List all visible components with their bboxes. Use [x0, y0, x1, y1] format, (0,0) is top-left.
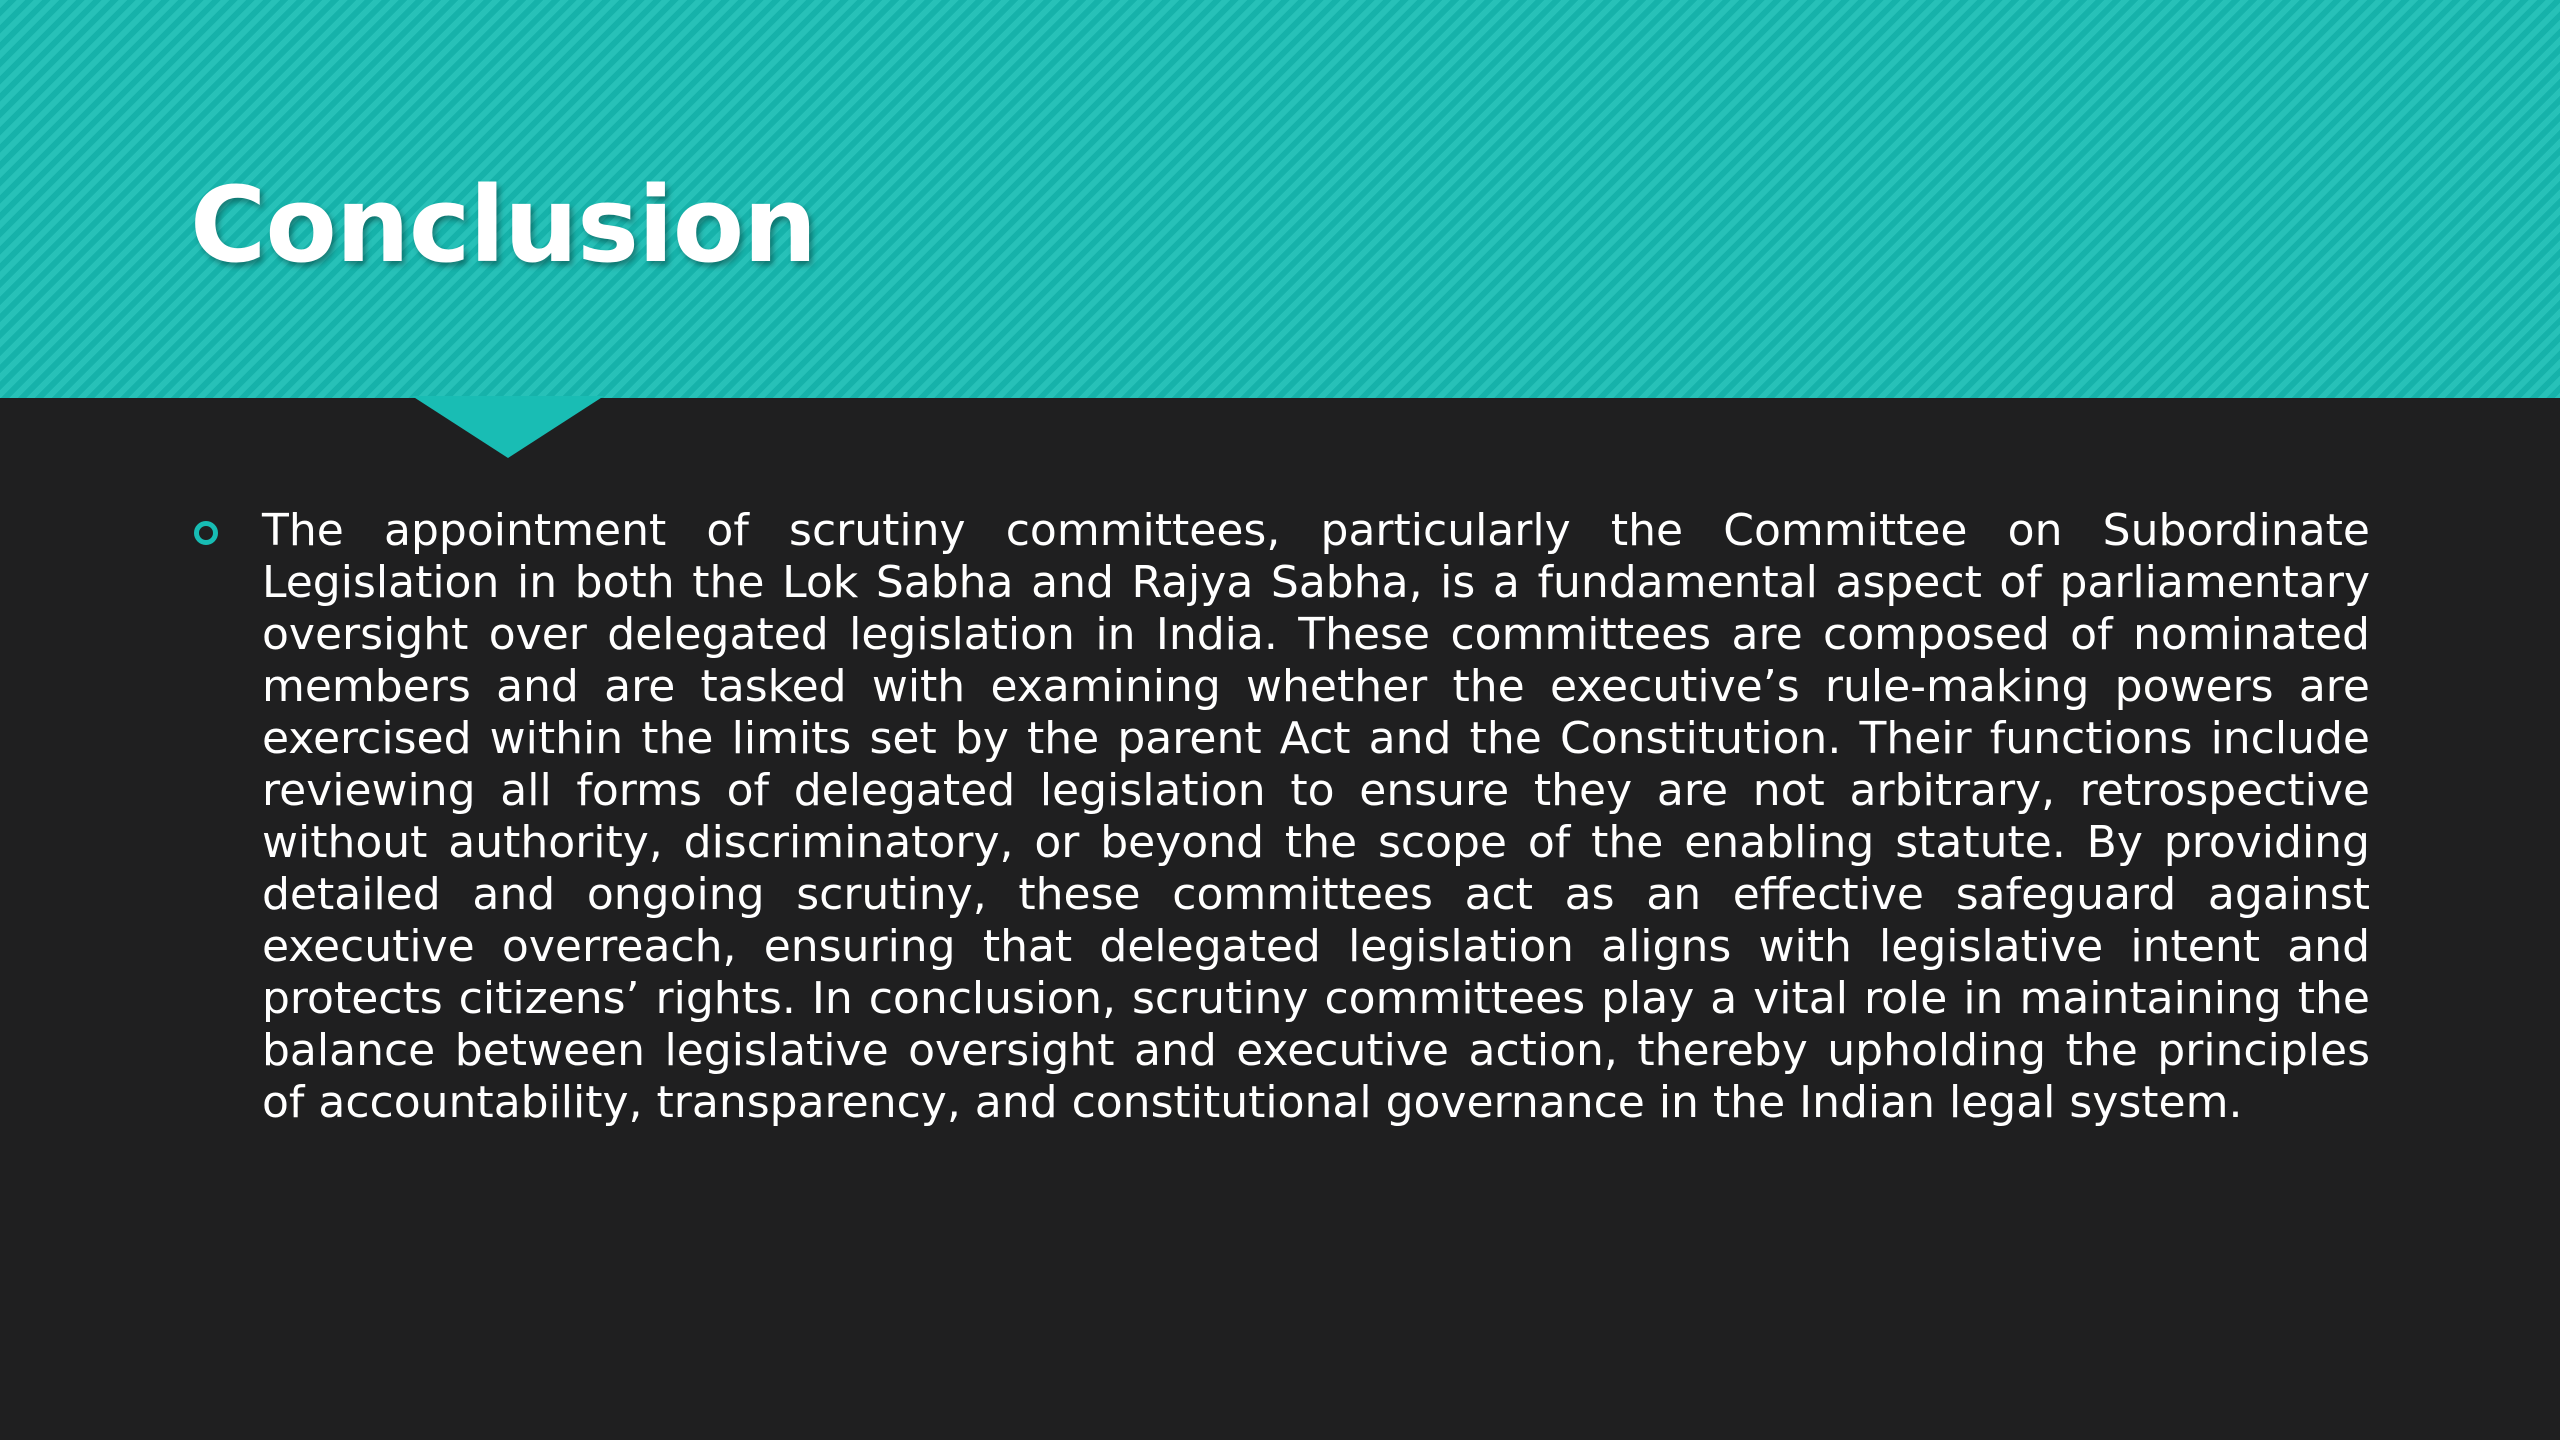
header-notch-decoration — [412, 396, 604, 458]
slide-title: Conclusion — [190, 164, 817, 286]
hollow-circle-bullet-icon — [194, 521, 218, 545]
bullet-text: The appointment of scrutiny committees, particularly the Committee on Subordinate Legislation in both the Lok Sabha and Rajya Sabha, is a fundamental aspect of parliamentary oversight over delegated legislation in India. These committees are composed of nominated members and are tasked with examining whether the executive’s rule-making powers are exercised within the limits set by the parent Act and the Constitution. Their functions include reviewing all forms of delegated legislation to ensure they are not arbitrary, retrospective without authority, discriminatory, or beyond the scope of the enabling statute. By providing detailed and ongoing scrutiny, these committees act as an effective safeguard against executive overreach, ensuring that delegated legislation aligns with legislative intent and protects citizens’ rights. In conclusion, scrutiny committees play a vital role in maintaining the balance between legislative oversight and executive action, thereby upholding the principles of accountability, transparency, and constitutional governance in the Indian legal system. — [262, 505, 2370, 1128]
bullet-item — [190, 505, 2370, 1129]
slide-content — [190, 505, 2370, 1129]
